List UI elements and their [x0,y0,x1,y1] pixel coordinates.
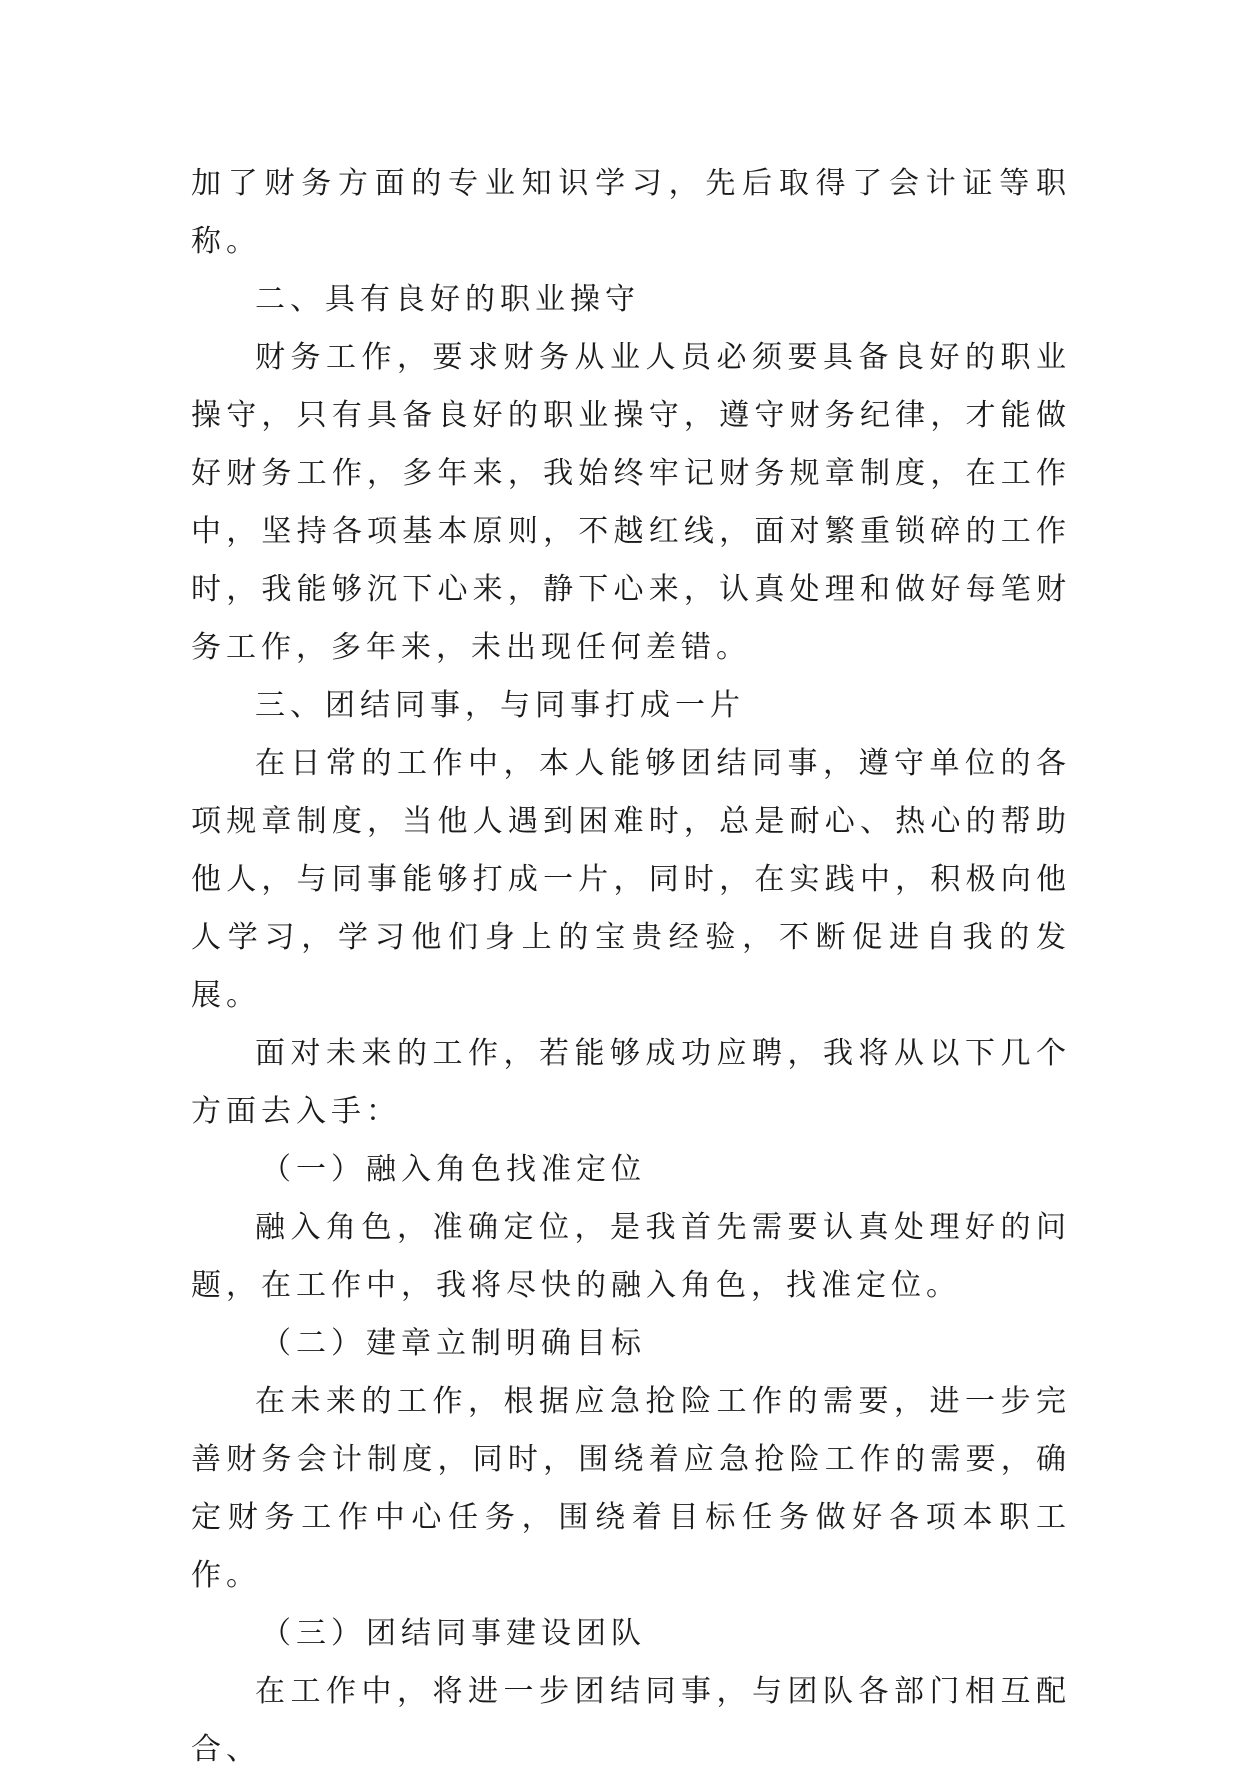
paragraph-continuation: 加了财务方面的专业知识学习，先后取得了会计证等职称。 [191,166,1071,259]
document-body [191,155,1071,1779]
paragraph: 融入角色，准确定位，是我首先需要认真处理好的问题，在工作中，我将尽快的融入角色，找准定位。 [191,1210,1071,1303]
subheading-3: （三）团结同事建设团队 [261,1616,646,1651]
subheading-1: （一）融入角色找准定位 [261,1152,646,1187]
paragraph: 面对未来的工作，若能够成功应聘，我将从以下几个方面去入手： [191,1036,1071,1129]
section-heading-2: 二、具有良好的职业操守 [255,282,640,317]
paragraph: 在日常的工作中，本人能够团结同事，遵守单位的各项规章制度，当他人遇到困难时，总是耐心、热心的帮助他人，与同事能够打成一片，同时，在实践中，积极向他人学习，学习他们身上的宝贵经验，不断促进自我的发展。 [191,746,1071,1013]
section-heading-3: 三、团结同事，与同事打成一片 [255,688,745,723]
paragraph: 在未来的工作，根据应急抢险工作的需要，进一步完善财务会计制度，同时，围绕着应急抢险工作的需要，确定财务工作中心任务，围绕着目标任务做好各项本职工作。 [191,1384,1071,1593]
subheading-2: （二）建章立制明确目标 [261,1326,646,1361]
paragraph: 财务工作，要求财务从业人员必须要具备良好的职业操守，只有具备良好的职业操守，遵守财务纪律，才能做好财务工作，多年来，我始终牢记财务规章制度，在工作中，坚持各项基本原则，不越红线，面对繁重锁碎的工作时，我能够沉下心来，静下心来，认真处理和做好每笔财务工作，多年来，未出现任何差错。 [191,340,1071,665]
paragraph: 在工作中，将进一步团结同事，与团队各部门相互配合、 [191,1674,1071,1767]
